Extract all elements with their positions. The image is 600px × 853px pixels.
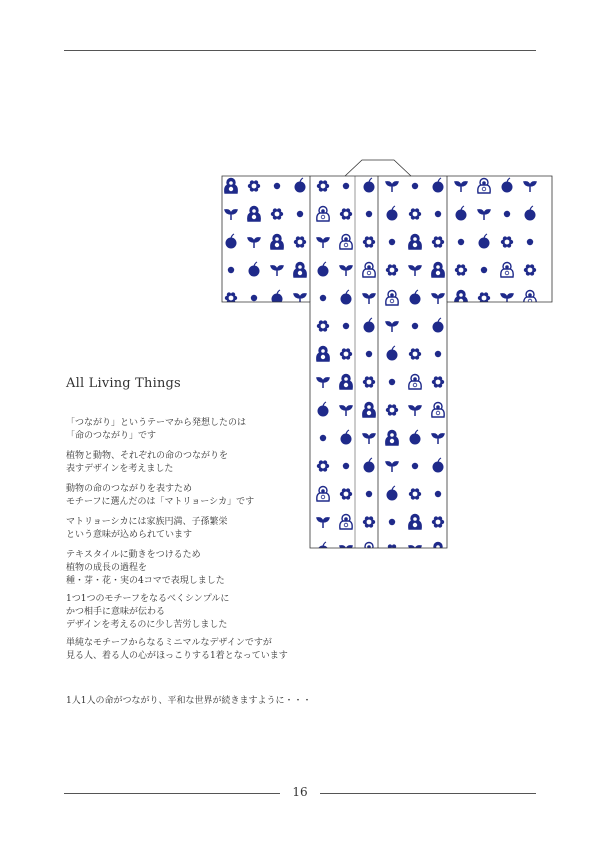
flower-icon <box>363 516 375 527</box>
seed-icon <box>366 351 372 357</box>
matryoshka-icon <box>501 543 513 558</box>
fruit-icon <box>387 206 398 221</box>
matryoshka-icon <box>271 235 283 250</box>
flower-icon <box>409 348 421 359</box>
matryoshka-icon <box>317 207 329 222</box>
fruit-icon <box>502 318 513 333</box>
flower-icon <box>294 376 306 387</box>
flower-icon <box>386 544 398 555</box>
sprout-icon <box>248 238 260 248</box>
sprout-icon <box>455 182 467 192</box>
matryoshka-icon <box>271 515 283 530</box>
kimono-seams <box>310 176 447 548</box>
kimono-outline <box>222 176 552 548</box>
matryoshka-icon <box>225 179 237 194</box>
flower-icon <box>409 488 421 499</box>
fruit-icon <box>410 430 421 445</box>
matryoshka-icon <box>363 263 375 278</box>
seed-icon <box>458 379 464 385</box>
sprout-icon <box>225 350 237 360</box>
flower-icon <box>317 460 329 471</box>
seed-icon <box>504 491 510 497</box>
seed-icon <box>435 351 441 357</box>
seed-icon <box>412 323 418 329</box>
sprout-icon <box>478 490 490 500</box>
flower-icon <box>386 404 398 415</box>
seed-icon <box>389 519 395 525</box>
sprout-icon <box>317 518 329 528</box>
flower-icon <box>409 208 421 219</box>
seed-icon <box>481 267 487 273</box>
fruit-icon <box>226 374 237 389</box>
sprout-icon <box>271 406 283 416</box>
fruit-icon <box>226 234 237 249</box>
matryoshka-icon <box>363 403 375 418</box>
flower-icon <box>294 516 306 527</box>
page-number: 16 <box>292 785 308 799</box>
matryoshka-icon <box>478 179 490 194</box>
fruit-icon <box>479 374 490 389</box>
fruit-icon <box>479 234 490 249</box>
matryoshka-icon <box>271 375 283 390</box>
flower-icon <box>432 236 444 247</box>
seed-icon <box>274 183 280 189</box>
seed-icon <box>412 463 418 469</box>
fruit-icon <box>364 178 375 193</box>
fruit-icon <box>456 486 467 501</box>
sprout-icon <box>478 350 490 360</box>
flower-icon <box>386 264 398 275</box>
seed-icon <box>274 323 280 329</box>
matryoshka-icon <box>294 263 306 278</box>
footer-rule-left <box>64 793 280 794</box>
seed-icon <box>297 211 303 217</box>
body-paragraph: 植物と動物、それぞれの命のつながりを 表すデザインを考えました <box>66 451 229 474</box>
seed-icon <box>343 463 349 469</box>
seed-icon <box>389 239 395 245</box>
body-paragraph: 1つ1つのモチーフをなるべくシンプルに かつ相手に意味が伝わる デザインを考えるのに少し苦労しました <box>66 594 230 630</box>
seed-icon <box>481 547 487 553</box>
sprout-icon <box>294 294 306 304</box>
seed-icon <box>435 211 441 217</box>
closing-line: 1人1人の命がつながり、平和な世界が続きますように・・・ <box>66 696 312 706</box>
matryoshka-icon <box>455 431 467 446</box>
fruit-icon <box>318 402 329 417</box>
fruit-icon <box>318 542 329 557</box>
matryoshka-icon <box>340 375 352 390</box>
seed-icon <box>458 239 464 245</box>
fruit-icon <box>318 262 329 277</box>
flower-icon <box>432 516 444 527</box>
footer-rule-right <box>320 793 536 794</box>
flower-icon <box>294 236 306 247</box>
sprout-icon <box>432 434 444 444</box>
matryoshka-icon <box>340 235 352 250</box>
sprout-icon <box>386 182 398 192</box>
sprout-icon <box>501 434 513 444</box>
flower-icon <box>432 376 444 387</box>
seed-icon <box>343 183 349 189</box>
sprout-icon <box>524 462 536 472</box>
body-paragraph: 動物の命のつながりを表すため モチーフに選んだのは「マトリョーシカ」です <box>66 484 255 507</box>
matryoshka-icon <box>432 403 444 418</box>
fruit-icon <box>525 346 536 361</box>
sprout-icon <box>524 322 536 332</box>
fruit-icon <box>295 178 306 193</box>
fruit-icon <box>456 206 467 221</box>
matryoshka-icon <box>317 487 329 502</box>
seed-icon <box>274 463 280 469</box>
fruit-icon <box>295 458 306 473</box>
sprout-icon <box>524 182 536 192</box>
sprout-icon <box>455 462 467 472</box>
seed-icon <box>297 351 303 357</box>
flower-icon <box>478 432 490 443</box>
flower-icon <box>317 320 329 331</box>
fruit-icon <box>272 430 283 445</box>
kimono-pattern <box>225 178 536 557</box>
flower-icon <box>340 208 352 219</box>
flower-icon <box>248 460 260 471</box>
fruit-icon <box>502 458 513 473</box>
matryoshka-icon <box>386 431 398 446</box>
flower-icon <box>524 544 536 555</box>
seed-icon <box>343 323 349 329</box>
sprout-icon <box>225 210 237 220</box>
flower-icon <box>271 348 283 359</box>
sprout-icon <box>386 322 398 332</box>
flower-icon <box>455 264 467 275</box>
seed-icon <box>366 211 372 217</box>
seed-icon <box>297 491 303 497</box>
matryoshka-icon <box>478 319 490 334</box>
seed-icon <box>320 295 326 301</box>
flower-icon <box>340 488 352 499</box>
seed-icon <box>228 547 234 553</box>
sprout-icon <box>363 434 375 444</box>
flower-icon <box>363 236 375 247</box>
flower-icon <box>248 320 260 331</box>
flower-icon <box>248 180 260 191</box>
matryoshka-icon <box>432 543 444 558</box>
seed-icon <box>251 295 257 301</box>
seed-icon <box>228 407 234 413</box>
article-title: All Living Things <box>66 376 181 391</box>
kimono-collar <box>345 160 411 176</box>
sprout-icon <box>294 434 306 444</box>
seed-icon <box>527 239 533 245</box>
fruit-icon <box>525 206 536 221</box>
flower-icon <box>271 208 283 219</box>
fruit-icon <box>341 430 352 445</box>
body-paragraph: 「つながり」というテーマから発想したのは 「命のつながり」です <box>66 418 247 441</box>
matryoshka-icon <box>455 291 467 306</box>
seed-icon <box>458 519 464 525</box>
sprout-icon <box>363 294 375 304</box>
sprout-icon <box>340 266 352 276</box>
fruit-icon <box>249 262 260 277</box>
sprout-icon <box>340 546 352 556</box>
seed-icon <box>481 407 487 413</box>
fruit-icon <box>387 346 398 361</box>
matryoshka-icon <box>432 263 444 278</box>
matryoshka-icon <box>363 543 375 558</box>
sprout-icon <box>409 266 421 276</box>
fruit-icon <box>364 318 375 333</box>
matryoshka-icon <box>478 459 490 474</box>
sprout-icon <box>409 406 421 416</box>
matryoshka-icon <box>225 319 237 334</box>
fruit-icon <box>364 458 375 473</box>
seed-icon <box>504 351 510 357</box>
seed-icon <box>389 379 395 385</box>
flower-icon <box>524 404 536 415</box>
sprout-icon <box>340 406 352 416</box>
sprout-icon <box>432 294 444 304</box>
sprout-icon <box>248 518 260 528</box>
fruit-icon <box>410 290 421 305</box>
matryoshka-icon <box>409 235 421 250</box>
sprout-icon <box>409 546 421 556</box>
matryoshka-icon <box>248 347 260 362</box>
body-paragraph: マトリョーシカには家族円満、子孫繁栄 という意味が込められています <box>66 517 228 540</box>
sprout-icon <box>271 546 283 556</box>
seed-icon <box>504 211 510 217</box>
sprout-icon <box>386 462 398 472</box>
flower-icon <box>455 404 467 415</box>
fruit-icon <box>433 458 444 473</box>
seed-icon <box>366 491 372 497</box>
fruit-icon <box>479 514 490 529</box>
matryoshka-icon <box>409 375 421 390</box>
matryoshka-icon <box>524 431 536 446</box>
sprout-icon <box>248 378 260 388</box>
matryoshka-icon <box>409 515 421 530</box>
fruit-icon <box>525 486 536 501</box>
body-paragraph: テキスタイルに動きをつけるため 植物の成長の過程を 種・芽・花・実の4コマで表現しました <box>66 550 225 586</box>
fruit-icon <box>502 178 513 193</box>
sprout-icon <box>501 294 513 304</box>
sprout-icon <box>478 210 490 220</box>
sprout-icon <box>317 378 329 388</box>
fruit-icon <box>249 542 260 557</box>
flower-icon <box>501 236 513 247</box>
fruit-icon <box>433 318 444 333</box>
fruit-icon <box>387 486 398 501</box>
flower-icon <box>317 180 329 191</box>
matryoshka-icon <box>501 263 513 278</box>
body-paragraph: 単純なモチーフからなるミニマルなデザインですが 見る人、着る人の心がほっこりする1着となっています <box>66 638 288 661</box>
fruit-icon <box>433 178 444 193</box>
seed-icon <box>320 435 326 441</box>
fruit-icon <box>249 402 260 417</box>
seed-icon <box>527 519 533 525</box>
matryoshka-icon <box>524 291 536 306</box>
matryoshka-icon <box>294 543 306 558</box>
flower-icon <box>455 544 467 555</box>
matryoshka-icon <box>317 347 329 362</box>
matryoshka-icon <box>340 515 352 530</box>
fruit-icon <box>341 290 352 305</box>
sprout-icon <box>271 266 283 276</box>
flower-icon <box>501 516 513 527</box>
fruit-icon <box>456 346 467 361</box>
flower-icon <box>363 376 375 387</box>
matryoshka-icon <box>294 403 306 418</box>
seed-icon <box>435 491 441 497</box>
seed-icon <box>228 267 234 273</box>
seed-icon <box>251 435 257 441</box>
fruit-icon <box>295 318 306 333</box>
sprout-icon <box>317 238 329 248</box>
matryoshka-icon <box>386 291 398 306</box>
matryoshka-icon <box>248 207 260 222</box>
flower-icon <box>271 488 283 499</box>
flower-icon <box>340 348 352 359</box>
matryoshka-icon <box>501 403 513 418</box>
seed-icon <box>527 379 533 385</box>
sprout-icon <box>455 322 467 332</box>
seed-icon <box>412 183 418 189</box>
flower-icon <box>524 264 536 275</box>
flower-icon <box>501 376 513 387</box>
